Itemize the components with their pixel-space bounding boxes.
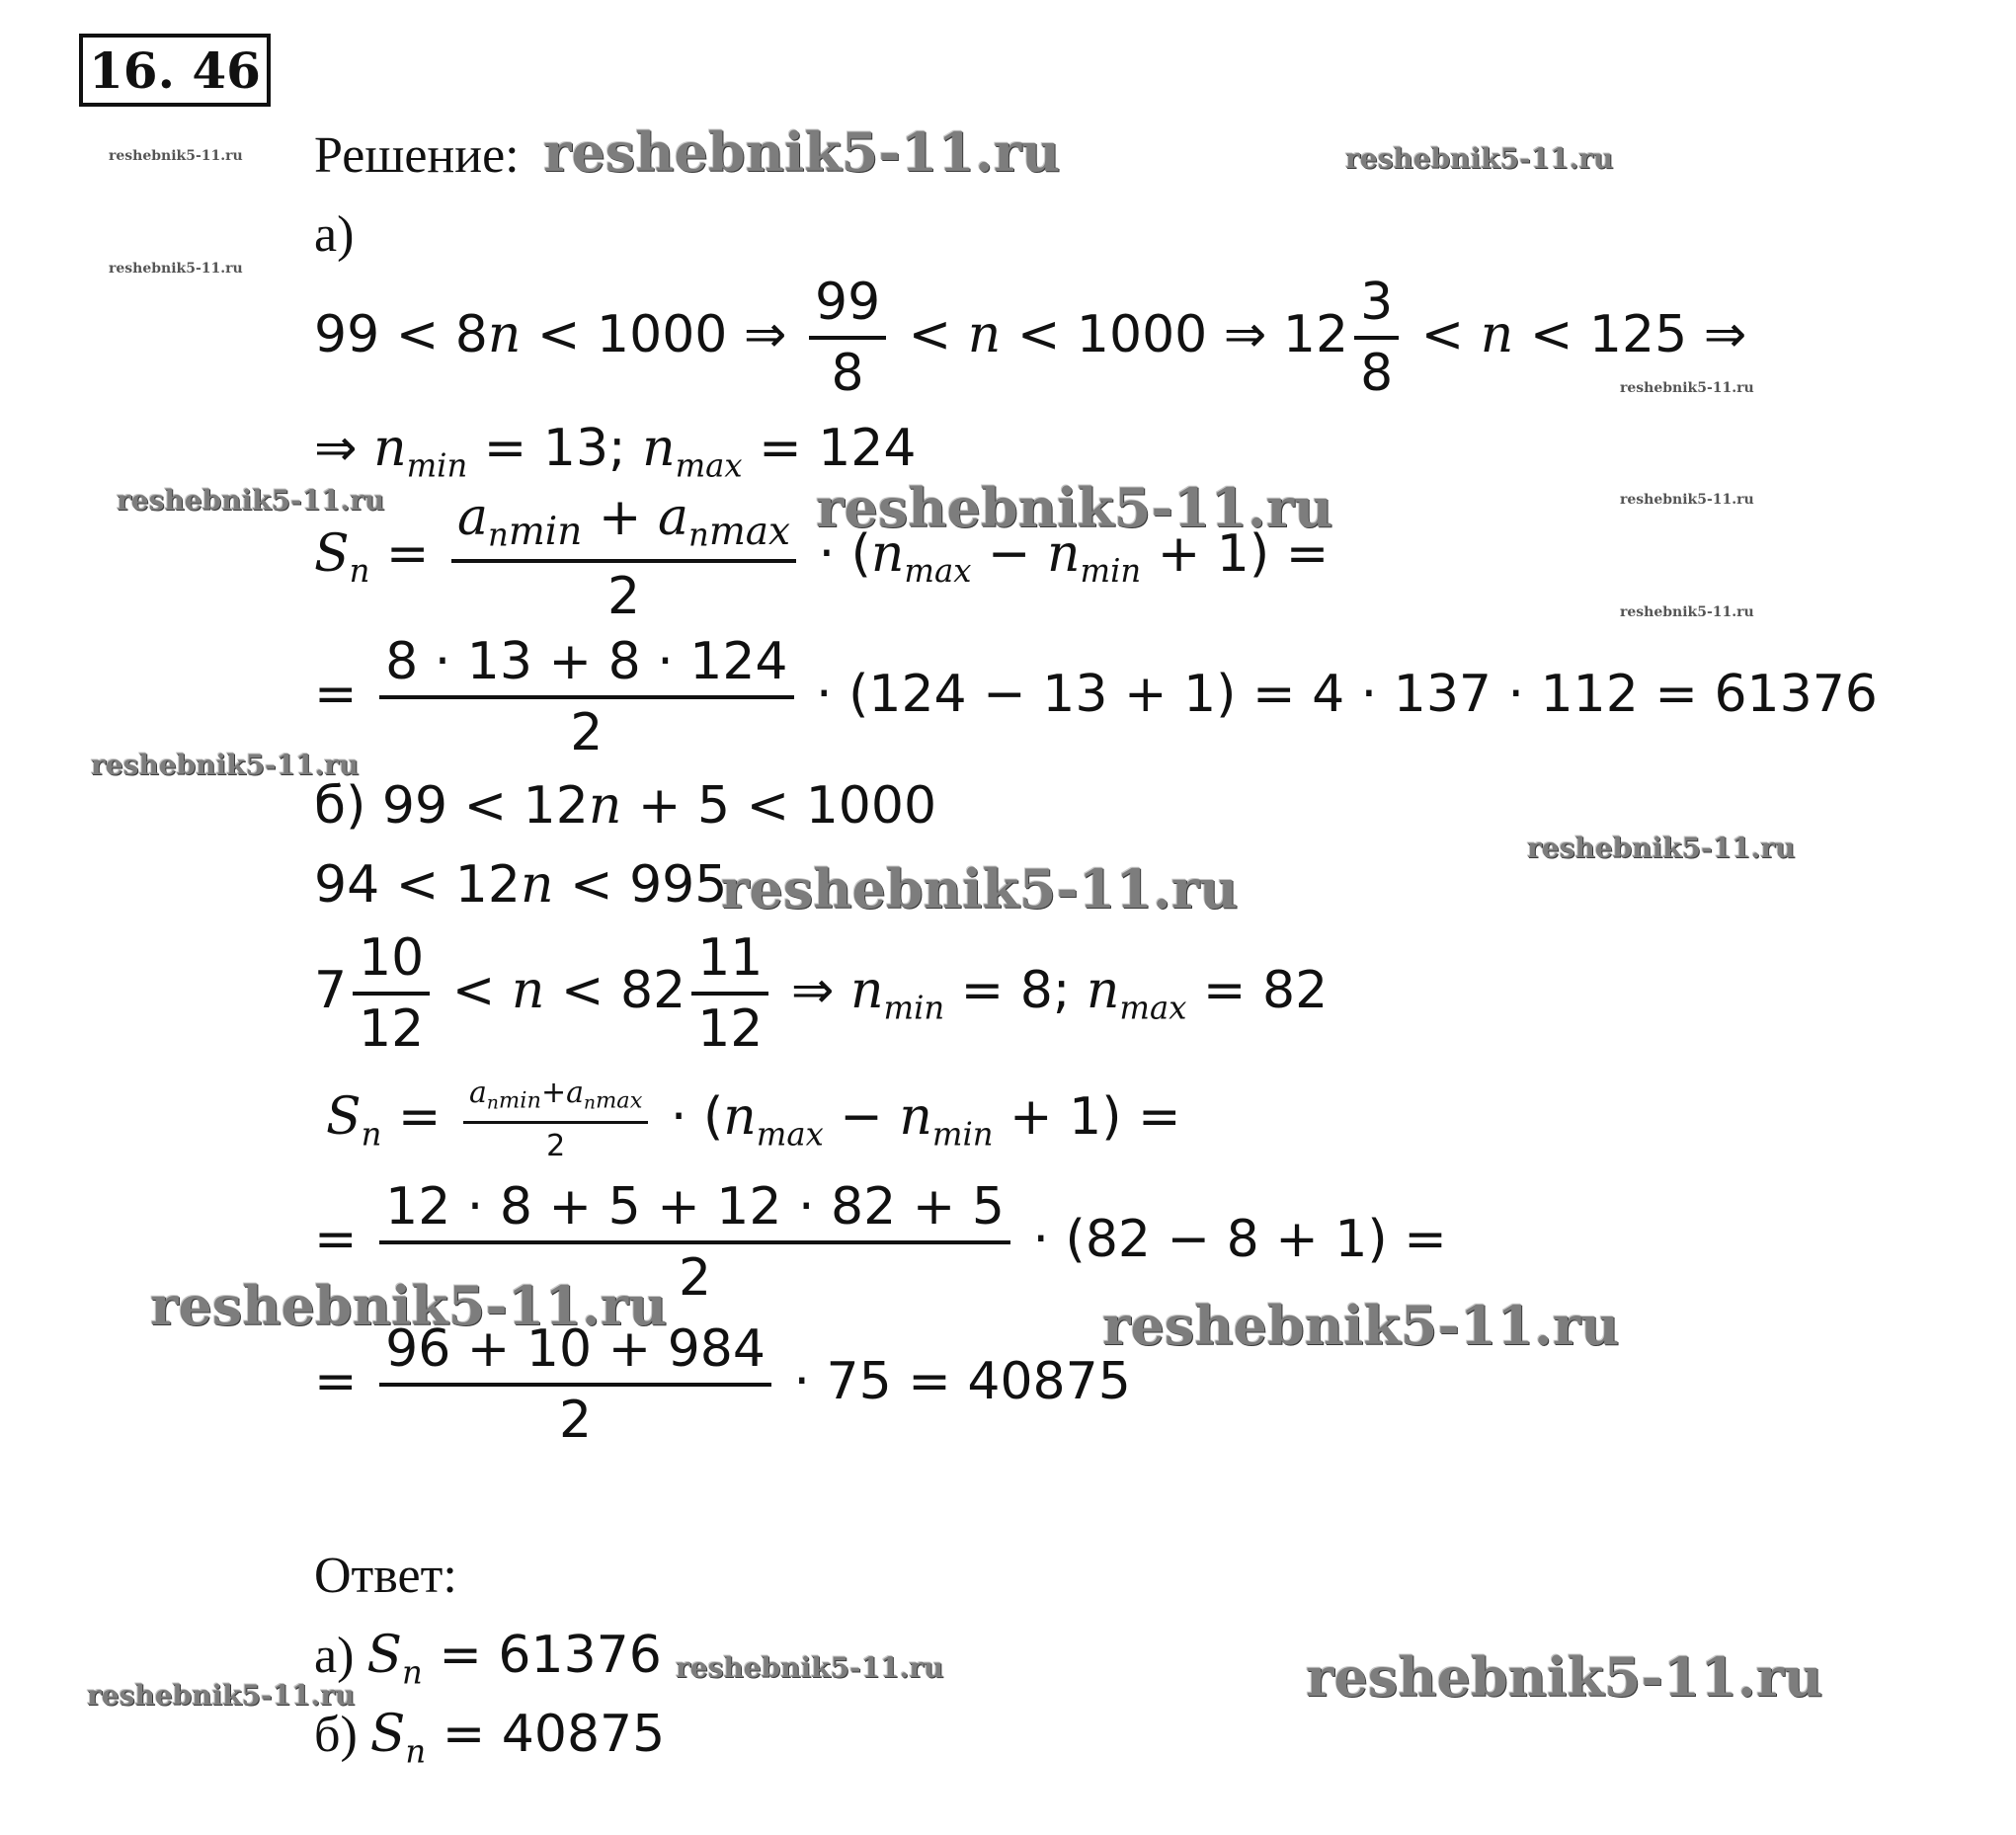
part-a-line-2: ⇒ $n_{min} = 13$; $n_{max} = 124$ — [314, 419, 917, 485]
watermark: reshebnik5-11.ru — [721, 857, 1239, 920]
part-b-line-3: 7 $\frac{10}{12}$ < n < 82 $\frac{11}{12}$ ⇒ $n_{min} = 8$; $n_{max} = 82$ — [314, 928, 1329, 1059]
answer-b: б) $S_n = 40875$ — [314, 1705, 666, 1771]
watermark: reshebnik5-11.ru — [816, 476, 1333, 539]
answer-a: а) $S_n = 61376$ — [314, 1626, 662, 1692]
part-b-sum-formula: $S_n$ = $\frac{a_n\min+a_n\max}{2}$ · $(n_{max} - n_{min} + 1)$ = — [326, 1076, 1181, 1164]
watermark: reshebnik5-11.ru — [1345, 142, 1614, 175]
part-b-line-2: 94 < 12n < 995 — [314, 855, 728, 915]
part-a-line-1: 99 < 8n < 1000 ⇒ $\frac{99}{8}$ < n < 1000 ⇒ 12 $\frac{3}{8}$ < n < 125 ⇒ — [314, 273, 1747, 403]
part-a-sum-formula: $S_n$ = $\frac{a_n\min + a_n\max}{2}$ · $(n_{max} - n_{min} + 1)$ = — [314, 488, 1330, 626]
watermark: reshebnik5-11.ru — [1102, 1294, 1620, 1357]
solution-label: Решение: — [314, 127, 520, 184]
watermark: reshebnik5-11.ru — [109, 148, 243, 164]
answer-label: Ответ: — [314, 1548, 457, 1604]
watermark: reshebnik5-11.ru — [1620, 604, 1754, 620]
task-number-box — [79, 34, 271, 107]
watermark: reshebnik5-11.ru — [1306, 1645, 1823, 1709]
watermark: reshebnik5-11.ru — [117, 484, 385, 517]
watermark: reshebnik5-11.ru — [1620, 380, 1754, 396]
watermark: reshebnik5-11.ru — [150, 1274, 668, 1337]
watermark: reshebnik5-11.ru — [91, 749, 360, 781]
watermark: reshebnik5-11.ru — [87, 1679, 356, 1712]
part-a-label: а) — [314, 206, 355, 263]
task-number: 16. 46 — [89, 40, 261, 100]
fraction-99-8: $\frac{99}{8}$ — [809, 277, 886, 399]
watermark: reshebnik5-11.ru — [676, 1651, 944, 1684]
part-a-sum-calc: = $\frac{8 \cdot 13 + 8 \cdot 124}{2}$ · (124 − 13 + 1) = 4 · 137 · 112 = 61376 — [314, 632, 1878, 762]
watermark: reshebnik5-11.ru — [1527, 832, 1796, 864]
fraction-3-8: $\frac{3}{8}$ — [1354, 277, 1399, 399]
part-b-sum-calc-1: = $\frac{12 \cdot 8 + 5 + 12 \cdot 82 + 5}{2}$ · (82 − 8 + 1) = — [314, 1177, 1447, 1308]
watermark: reshebnik5-11.ru — [543, 120, 1061, 184]
watermark: reshebnik5-11.ru — [1620, 492, 1754, 508]
watermark: reshebnik5-11.ru — [109, 261, 243, 277]
part-b-sum-calc-2: = $\frac{96 + 10 + 984}{2}$ · 75 = 40875 — [314, 1319, 1131, 1450]
part-b-line-1: б) 99 < 12n + 5 < 1000 — [314, 776, 937, 836]
